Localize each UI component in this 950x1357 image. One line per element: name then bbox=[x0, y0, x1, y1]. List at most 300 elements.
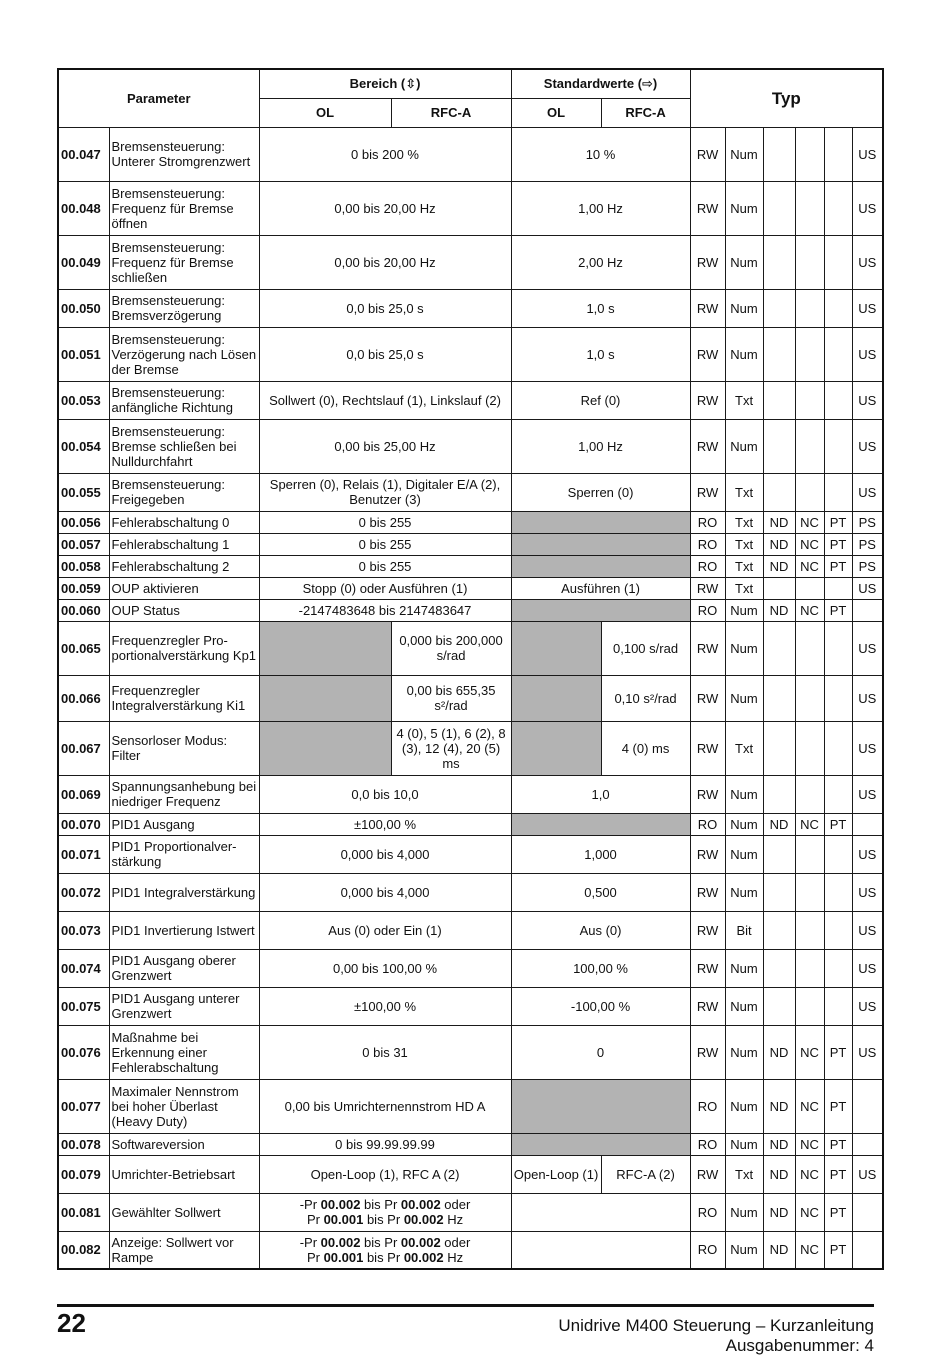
parameter-description: PID1 Invertierung Istwert bbox=[109, 911, 259, 949]
parameter-description: Maßnahme bei Erkennung einer Fehlerabschaltung bbox=[109, 1025, 259, 1079]
range-text-part: -Pr bbox=[299, 1234, 321, 1250]
parameter-number: 00.070 bbox=[58, 813, 109, 835]
default-rfca-value: 4 (0) ms bbox=[601, 721, 690, 775]
range-value: Stopp (0) oder Ausführen (1) bbox=[259, 577, 511, 599]
type-flag: US bbox=[852, 621, 883, 675]
type-flag: ND bbox=[763, 1079, 795, 1133]
type-flag: US bbox=[852, 289, 883, 327]
range-text-part: 00.002 bbox=[400, 1197, 441, 1212]
type-flag: Num bbox=[725, 599, 763, 621]
type-flag: Txt bbox=[725, 1155, 763, 1193]
type-flag bbox=[795, 127, 824, 181]
range-text-part: oder bbox=[440, 1197, 471, 1212]
type-flag: US bbox=[852, 873, 883, 911]
parameter-number: 00.074 bbox=[58, 949, 109, 987]
type-flag: US bbox=[852, 835, 883, 873]
type-flag: RW bbox=[690, 775, 725, 813]
type-flag bbox=[795, 873, 824, 911]
type-flag: NC bbox=[795, 813, 824, 835]
type-flag bbox=[795, 235, 824, 289]
type-flag: Bit bbox=[725, 911, 763, 949]
table-row bbox=[58, 289, 883, 327]
type-flag: PT bbox=[824, 813, 852, 835]
range-value: 0 bis 99.99.99.99 bbox=[259, 1133, 511, 1155]
type-flag: NC bbox=[795, 533, 824, 555]
type-flag: Num bbox=[725, 835, 763, 873]
table-row bbox=[58, 327, 883, 381]
type-flag: NC bbox=[795, 511, 824, 533]
parameter-description: Bremsensteuerung: Verzögerung nach Lösen der Bremse bbox=[109, 327, 259, 381]
type-flag: RW bbox=[690, 721, 725, 775]
range-ol-empty bbox=[259, 675, 391, 721]
parameter-number: 00.050 bbox=[58, 289, 109, 327]
range-line bbox=[262, 1235, 509, 1250]
range-value: 0 bis 200 % bbox=[259, 127, 511, 181]
type-flag: PT bbox=[824, 1133, 852, 1155]
type-flag: ND bbox=[763, 1025, 795, 1079]
range-value: 0 bis 255 bbox=[259, 511, 511, 533]
range-text-part: 00.002 bbox=[320, 1234, 361, 1250]
parameter-description: Frequenzregler Pro-portionalverstärkung Kp1 bbox=[109, 621, 259, 675]
parameter-description: Bremsensteuerung: Frequenz für Bremse schließen bbox=[109, 235, 259, 289]
range-value: 0,00 bis 20,00 Hz bbox=[259, 235, 511, 289]
parameter-description: Bremsensteuerung: anfängliche Richtung bbox=[109, 381, 259, 419]
parameter-number: 00.048 bbox=[58, 181, 109, 235]
type-flag: RO bbox=[690, 1231, 725, 1269]
range-value: 0 bis 255 bbox=[259, 555, 511, 577]
type-flag bbox=[852, 1193, 883, 1231]
parameter-number: 00.060 bbox=[58, 599, 109, 621]
type-flag bbox=[824, 835, 852, 873]
document-title-line2: Ausgabenummer: 4 bbox=[725, 1336, 874, 1355]
type-flag: NC bbox=[795, 599, 824, 621]
type-flag: US bbox=[852, 949, 883, 987]
type-flag: Txt bbox=[725, 511, 763, 533]
type-flag: PT bbox=[824, 1025, 852, 1079]
type-flag: Num bbox=[725, 873, 763, 911]
table-row bbox=[58, 813, 883, 835]
range-text-part: Pr bbox=[306, 1249, 324, 1265]
header-default-ol: OL bbox=[511, 98, 601, 127]
table-row bbox=[58, 911, 883, 949]
range-text-part: 00.002 bbox=[403, 1212, 444, 1227]
type-flag: Num bbox=[725, 327, 763, 381]
default-value: Ref (0) bbox=[511, 381, 690, 419]
type-flag: PS bbox=[852, 533, 883, 555]
type-flag: ND bbox=[763, 1193, 795, 1231]
type-flag bbox=[824, 473, 852, 511]
parameter-number: 00.056 bbox=[58, 511, 109, 533]
type-flag: Txt bbox=[725, 381, 763, 419]
default-value: 10 % bbox=[511, 127, 690, 181]
type-flag bbox=[763, 911, 795, 949]
parameter-number: 00.047 bbox=[58, 127, 109, 181]
type-flag: NC bbox=[795, 1155, 824, 1193]
type-flag: RW bbox=[690, 873, 725, 911]
range-value: 0,00 bis 25,00 Hz bbox=[259, 419, 511, 473]
table-row bbox=[58, 1193, 883, 1231]
parameter-description: Bremsensteuerung: Bremse schließen bei Nulldurchfahrt bbox=[109, 419, 259, 473]
default-empty bbox=[511, 813, 690, 835]
default-ol-empty bbox=[511, 621, 601, 675]
type-flag bbox=[795, 675, 824, 721]
parameter-number: 00.055 bbox=[58, 473, 109, 511]
table-row bbox=[58, 599, 883, 621]
range-text-part: bis Pr bbox=[363, 1249, 404, 1265]
range-value: ±100,00 % bbox=[259, 987, 511, 1025]
range-text-part: 00.002 bbox=[403, 1249, 444, 1265]
default-value: 1,00 Hz bbox=[511, 181, 690, 235]
type-flag: RW bbox=[690, 949, 725, 987]
type-flag bbox=[795, 327, 824, 381]
table-row bbox=[58, 949, 883, 987]
type-flag: ND bbox=[763, 599, 795, 621]
table-row bbox=[58, 987, 883, 1025]
default-value: -100,00 % bbox=[511, 987, 690, 1025]
default-empty bbox=[511, 555, 690, 577]
type-flag bbox=[824, 911, 852, 949]
default-value: Ausführen (1) bbox=[511, 577, 690, 599]
parameter-number: 00.071 bbox=[58, 835, 109, 873]
type-flag: Num bbox=[725, 1193, 763, 1231]
type-flag bbox=[852, 1079, 883, 1133]
type-flag: Txt bbox=[725, 533, 763, 555]
header-range: Bereich (⇳) bbox=[259, 69, 511, 98]
parameter-number: 00.065 bbox=[58, 621, 109, 675]
range-value: 0,00 bis Umrichternennstrom HD A bbox=[259, 1079, 511, 1133]
type-flag: RW bbox=[690, 987, 725, 1025]
range-value: 0,00 bis 100,00 % bbox=[259, 949, 511, 987]
type-flag: US bbox=[852, 775, 883, 813]
type-flag: RW bbox=[690, 127, 725, 181]
type-flag: PT bbox=[824, 533, 852, 555]
parameter-description: Sensorloser Modus: Filter bbox=[109, 721, 259, 775]
range-value: 0,0 bis 25,0 s bbox=[259, 327, 511, 381]
type-flag: RW bbox=[690, 327, 725, 381]
footer-rule bbox=[57, 1304, 874, 1307]
type-flag: PT bbox=[824, 511, 852, 533]
default-value: 100,00 % bbox=[511, 949, 690, 987]
type-flag: RW bbox=[690, 835, 725, 873]
range-value: 0,000 bis 4,000 bbox=[259, 873, 511, 911]
default-value: 1,000 bbox=[511, 835, 690, 873]
header-range-rfca: RFC-A bbox=[391, 98, 511, 127]
type-flag bbox=[763, 381, 795, 419]
parameter-description: Fehlerabschaltung 2 bbox=[109, 555, 259, 577]
parameter-description: PID1 Ausgang oberer Grenzwert bbox=[109, 949, 259, 987]
type-flag bbox=[763, 289, 795, 327]
default-value: 2,00 Hz bbox=[511, 235, 690, 289]
parameter-description: OUP Status bbox=[109, 599, 259, 621]
type-flag bbox=[824, 127, 852, 181]
range-text-part: bis Pr bbox=[360, 1234, 401, 1250]
type-flag bbox=[852, 813, 883, 835]
table-row bbox=[58, 621, 883, 675]
type-flag: US bbox=[852, 675, 883, 721]
type-flag: US bbox=[852, 235, 883, 289]
parameter-number: 00.073 bbox=[58, 911, 109, 949]
range-value: 0 bis 31 bbox=[259, 1025, 511, 1079]
range-value: Open-Loop (1), RFC A (2) bbox=[259, 1155, 511, 1193]
type-flag bbox=[763, 127, 795, 181]
header-parameter: Parameter bbox=[58, 69, 259, 127]
type-flag: Num bbox=[725, 419, 763, 473]
parameter-number: 00.079 bbox=[58, 1155, 109, 1193]
type-flag: US bbox=[852, 987, 883, 1025]
type-flag: RO bbox=[690, 1133, 725, 1155]
type-flag: US bbox=[852, 911, 883, 949]
range-rfca-value: 0,000 bis 200,000 s/rad bbox=[391, 621, 511, 675]
type-flag bbox=[795, 621, 824, 675]
parameter-number: 00.053 bbox=[58, 381, 109, 419]
table-row bbox=[58, 419, 883, 473]
table-row bbox=[58, 127, 883, 181]
type-flag: RW bbox=[690, 235, 725, 289]
default-empty bbox=[511, 533, 690, 555]
type-flag bbox=[795, 949, 824, 987]
type-flag: RO bbox=[690, 511, 725, 533]
parameter-number: 00.058 bbox=[58, 555, 109, 577]
type-flag: Num bbox=[725, 127, 763, 181]
default-value bbox=[511, 1231, 690, 1269]
page-number: 22 bbox=[57, 1308, 86, 1338]
parameter-table bbox=[57, 68, 884, 1270]
parameter-number: 00.054 bbox=[58, 419, 109, 473]
table-row bbox=[58, 1231, 883, 1269]
type-flag: ND bbox=[763, 813, 795, 835]
default-empty bbox=[511, 511, 690, 533]
type-flag: NC bbox=[795, 1193, 824, 1231]
type-flag: US bbox=[852, 381, 883, 419]
type-flag bbox=[795, 473, 824, 511]
table-row bbox=[58, 181, 883, 235]
parameter-description: Fehlerabschaltung 1 bbox=[109, 533, 259, 555]
default-rfca-value: 0,100 s/rad bbox=[601, 621, 690, 675]
table-row bbox=[58, 675, 883, 721]
range-text-part: 00.002 bbox=[320, 1197, 361, 1212]
type-flag: Num bbox=[725, 949, 763, 987]
default-rfca-value: 0,10 s²/rad bbox=[601, 675, 690, 721]
type-flag: US bbox=[852, 1155, 883, 1193]
type-flag: US bbox=[852, 327, 883, 381]
type-flag: US bbox=[852, 721, 883, 775]
type-flag: RW bbox=[690, 181, 725, 235]
range-text-part: 00.001 bbox=[323, 1212, 364, 1227]
parameter-description: Spannungsanhebung bei niedriger Frequenz bbox=[109, 775, 259, 813]
type-flag: PT bbox=[824, 599, 852, 621]
header-range-ol: OL bbox=[259, 98, 391, 127]
type-flag bbox=[795, 289, 824, 327]
type-flag bbox=[763, 775, 795, 813]
type-flag: Txt bbox=[725, 473, 763, 511]
parameter-table-wrapper bbox=[57, 68, 882, 1270]
type-flag: Num bbox=[725, 621, 763, 675]
type-flag bbox=[824, 327, 852, 381]
type-flag: PT bbox=[824, 1079, 852, 1133]
type-flag bbox=[824, 949, 852, 987]
default-value bbox=[511, 1193, 690, 1231]
type-flag bbox=[824, 235, 852, 289]
type-flag bbox=[763, 675, 795, 721]
range-text-part: bis Pr bbox=[360, 1197, 401, 1212]
type-flag bbox=[763, 987, 795, 1025]
type-flag: Num bbox=[725, 181, 763, 235]
parameter-number: 00.075 bbox=[58, 987, 109, 1025]
table-row bbox=[58, 835, 883, 873]
type-flag bbox=[763, 873, 795, 911]
type-flag bbox=[824, 775, 852, 813]
type-flag: US bbox=[852, 1025, 883, 1079]
parameter-number: 00.072 bbox=[58, 873, 109, 911]
type-flag bbox=[795, 987, 824, 1025]
default-value: 1,0 bbox=[511, 775, 690, 813]
type-flag: Num bbox=[725, 987, 763, 1025]
type-flag: RW bbox=[690, 289, 725, 327]
type-flag: RW bbox=[690, 1025, 725, 1079]
range-value bbox=[259, 1231, 511, 1269]
type-flag: US bbox=[852, 419, 883, 473]
default-value: Sperren (0) bbox=[511, 473, 690, 511]
type-flag: Num bbox=[725, 289, 763, 327]
type-flag: Num bbox=[725, 1025, 763, 1079]
type-flag: ND bbox=[763, 1155, 795, 1193]
type-flag bbox=[763, 621, 795, 675]
type-flag: RO bbox=[690, 555, 725, 577]
type-flag bbox=[824, 419, 852, 473]
parameter-description: PID1 Ausgang unterer Grenzwert bbox=[109, 987, 259, 1025]
type-flag: RW bbox=[690, 1155, 725, 1193]
range-value: 0,000 bis 4,000 bbox=[259, 835, 511, 873]
type-flag: NC bbox=[795, 1079, 824, 1133]
type-flag bbox=[795, 181, 824, 235]
type-flag: NC bbox=[795, 1231, 824, 1269]
parameter-description: Maximaler Nennstrom bei hoher Überlast (Heavy Duty) bbox=[109, 1079, 259, 1133]
range-value: Sollwert (0), Rechtslauf (1), Linkslauf (2) bbox=[259, 381, 511, 419]
range-line bbox=[262, 1212, 509, 1227]
range-text-part: 00.002 bbox=[400, 1234, 441, 1250]
type-flag: US bbox=[852, 577, 883, 599]
type-flag bbox=[795, 775, 824, 813]
parameter-number: 00.076 bbox=[58, 1025, 109, 1079]
type-flag: ND bbox=[763, 1133, 795, 1155]
type-flag bbox=[852, 1133, 883, 1155]
table-row bbox=[58, 775, 883, 813]
parameter-description: Umrichter-Betriebsart bbox=[109, 1155, 259, 1193]
parameter-description: Softwareversion bbox=[109, 1133, 259, 1155]
parameter-number: 00.051 bbox=[58, 327, 109, 381]
range-value: Sperren (0), Relais (1), Digitaler E/A (2), Benutzer (3) bbox=[259, 473, 511, 511]
parameter-description: Bremsensteuerung: Unterer Stromgrenzwert bbox=[109, 127, 259, 181]
type-flag: Txt bbox=[725, 577, 763, 599]
range-value: Aus (0) oder Ein (1) bbox=[259, 911, 511, 949]
parameter-number: 00.067 bbox=[58, 721, 109, 775]
parameter-description: PID1 Ausgang bbox=[109, 813, 259, 835]
parameter-number: 00.049 bbox=[58, 235, 109, 289]
type-flag: RO bbox=[690, 1193, 725, 1231]
type-flag: PT bbox=[824, 1193, 852, 1231]
table-row bbox=[58, 555, 883, 577]
type-flag bbox=[763, 473, 795, 511]
table-row bbox=[58, 511, 883, 533]
type-flag: RW bbox=[690, 577, 725, 599]
type-flag: RW bbox=[690, 381, 725, 419]
range-text-part: -Pr bbox=[299, 1197, 321, 1212]
range-text-part: Hz bbox=[443, 1249, 464, 1265]
type-flag: RO bbox=[690, 599, 725, 621]
type-flag: ND bbox=[763, 511, 795, 533]
type-flag bbox=[824, 577, 852, 599]
type-flag: US bbox=[852, 473, 883, 511]
type-flag bbox=[824, 675, 852, 721]
parameter-number: 00.066 bbox=[58, 675, 109, 721]
table-row bbox=[58, 473, 883, 511]
default-empty bbox=[511, 1079, 690, 1133]
parameter-description: Bremsensteuerung: Bremsverzögerung bbox=[109, 289, 259, 327]
range-value: ±100,00 % bbox=[259, 813, 511, 835]
type-flag: ND bbox=[763, 533, 795, 555]
type-flag: US bbox=[852, 127, 883, 181]
table-row bbox=[58, 533, 883, 555]
type-flag: RO bbox=[690, 1079, 725, 1133]
type-flag bbox=[824, 289, 852, 327]
range-text-part: bis Pr bbox=[363, 1212, 404, 1227]
type-flag bbox=[824, 381, 852, 419]
default-value: 0,500 bbox=[511, 873, 690, 911]
type-flag: NC bbox=[795, 555, 824, 577]
default-rfca-value: RFC-A (2) bbox=[601, 1155, 690, 1193]
type-flag: RO bbox=[690, 533, 725, 555]
table-row bbox=[58, 577, 883, 599]
type-flag bbox=[795, 721, 824, 775]
type-flag bbox=[763, 181, 795, 235]
type-flag bbox=[824, 721, 852, 775]
type-flag: PT bbox=[824, 1155, 852, 1193]
range-value: 0 bis 255 bbox=[259, 533, 511, 555]
range-text-part: 00.001 bbox=[323, 1249, 364, 1265]
parameter-number: 00.077 bbox=[58, 1079, 109, 1133]
parameter-description: PID1 Proportionalver-stärkung bbox=[109, 835, 259, 873]
type-flag: RW bbox=[690, 419, 725, 473]
type-flag: Num bbox=[725, 1133, 763, 1155]
type-flag: Num bbox=[725, 1231, 763, 1269]
parameter-number: 00.082 bbox=[58, 1231, 109, 1269]
parameter-description: Bremsensteuerung: Frequenz für Bremse öffnen bbox=[109, 181, 259, 235]
table-row bbox=[58, 1079, 883, 1133]
type-flag: ND bbox=[763, 1231, 795, 1269]
range-rfca-value: 4 (0), 5 (1), 6 (2), 8 (3), 12 (4), 20 (5) ms bbox=[391, 721, 511, 775]
type-flag bbox=[763, 419, 795, 473]
default-ol-empty bbox=[511, 721, 601, 775]
parameter-number: 00.057 bbox=[58, 533, 109, 555]
type-flag bbox=[763, 721, 795, 775]
table-row bbox=[58, 381, 883, 419]
parameter-number: 00.059 bbox=[58, 577, 109, 599]
default-empty bbox=[511, 1133, 690, 1155]
type-flag: NC bbox=[795, 1133, 824, 1155]
range-rfca-value: 0,00 bis 655,35 s²/rad bbox=[391, 675, 511, 721]
table-row bbox=[58, 1155, 883, 1193]
range-value bbox=[259, 1193, 511, 1231]
range-ol-empty bbox=[259, 721, 391, 775]
type-flag: RW bbox=[690, 911, 725, 949]
parameter-number: 00.069 bbox=[58, 775, 109, 813]
default-ol-value: Open-Loop (1) bbox=[511, 1155, 601, 1193]
type-flag: PT bbox=[824, 555, 852, 577]
parameter-description: Frequenzregler Integralverstärkung Ki1 bbox=[109, 675, 259, 721]
range-value: 0,0 bis 10,0 bbox=[259, 775, 511, 813]
default-empty bbox=[511, 599, 690, 621]
type-flag: ND bbox=[763, 555, 795, 577]
